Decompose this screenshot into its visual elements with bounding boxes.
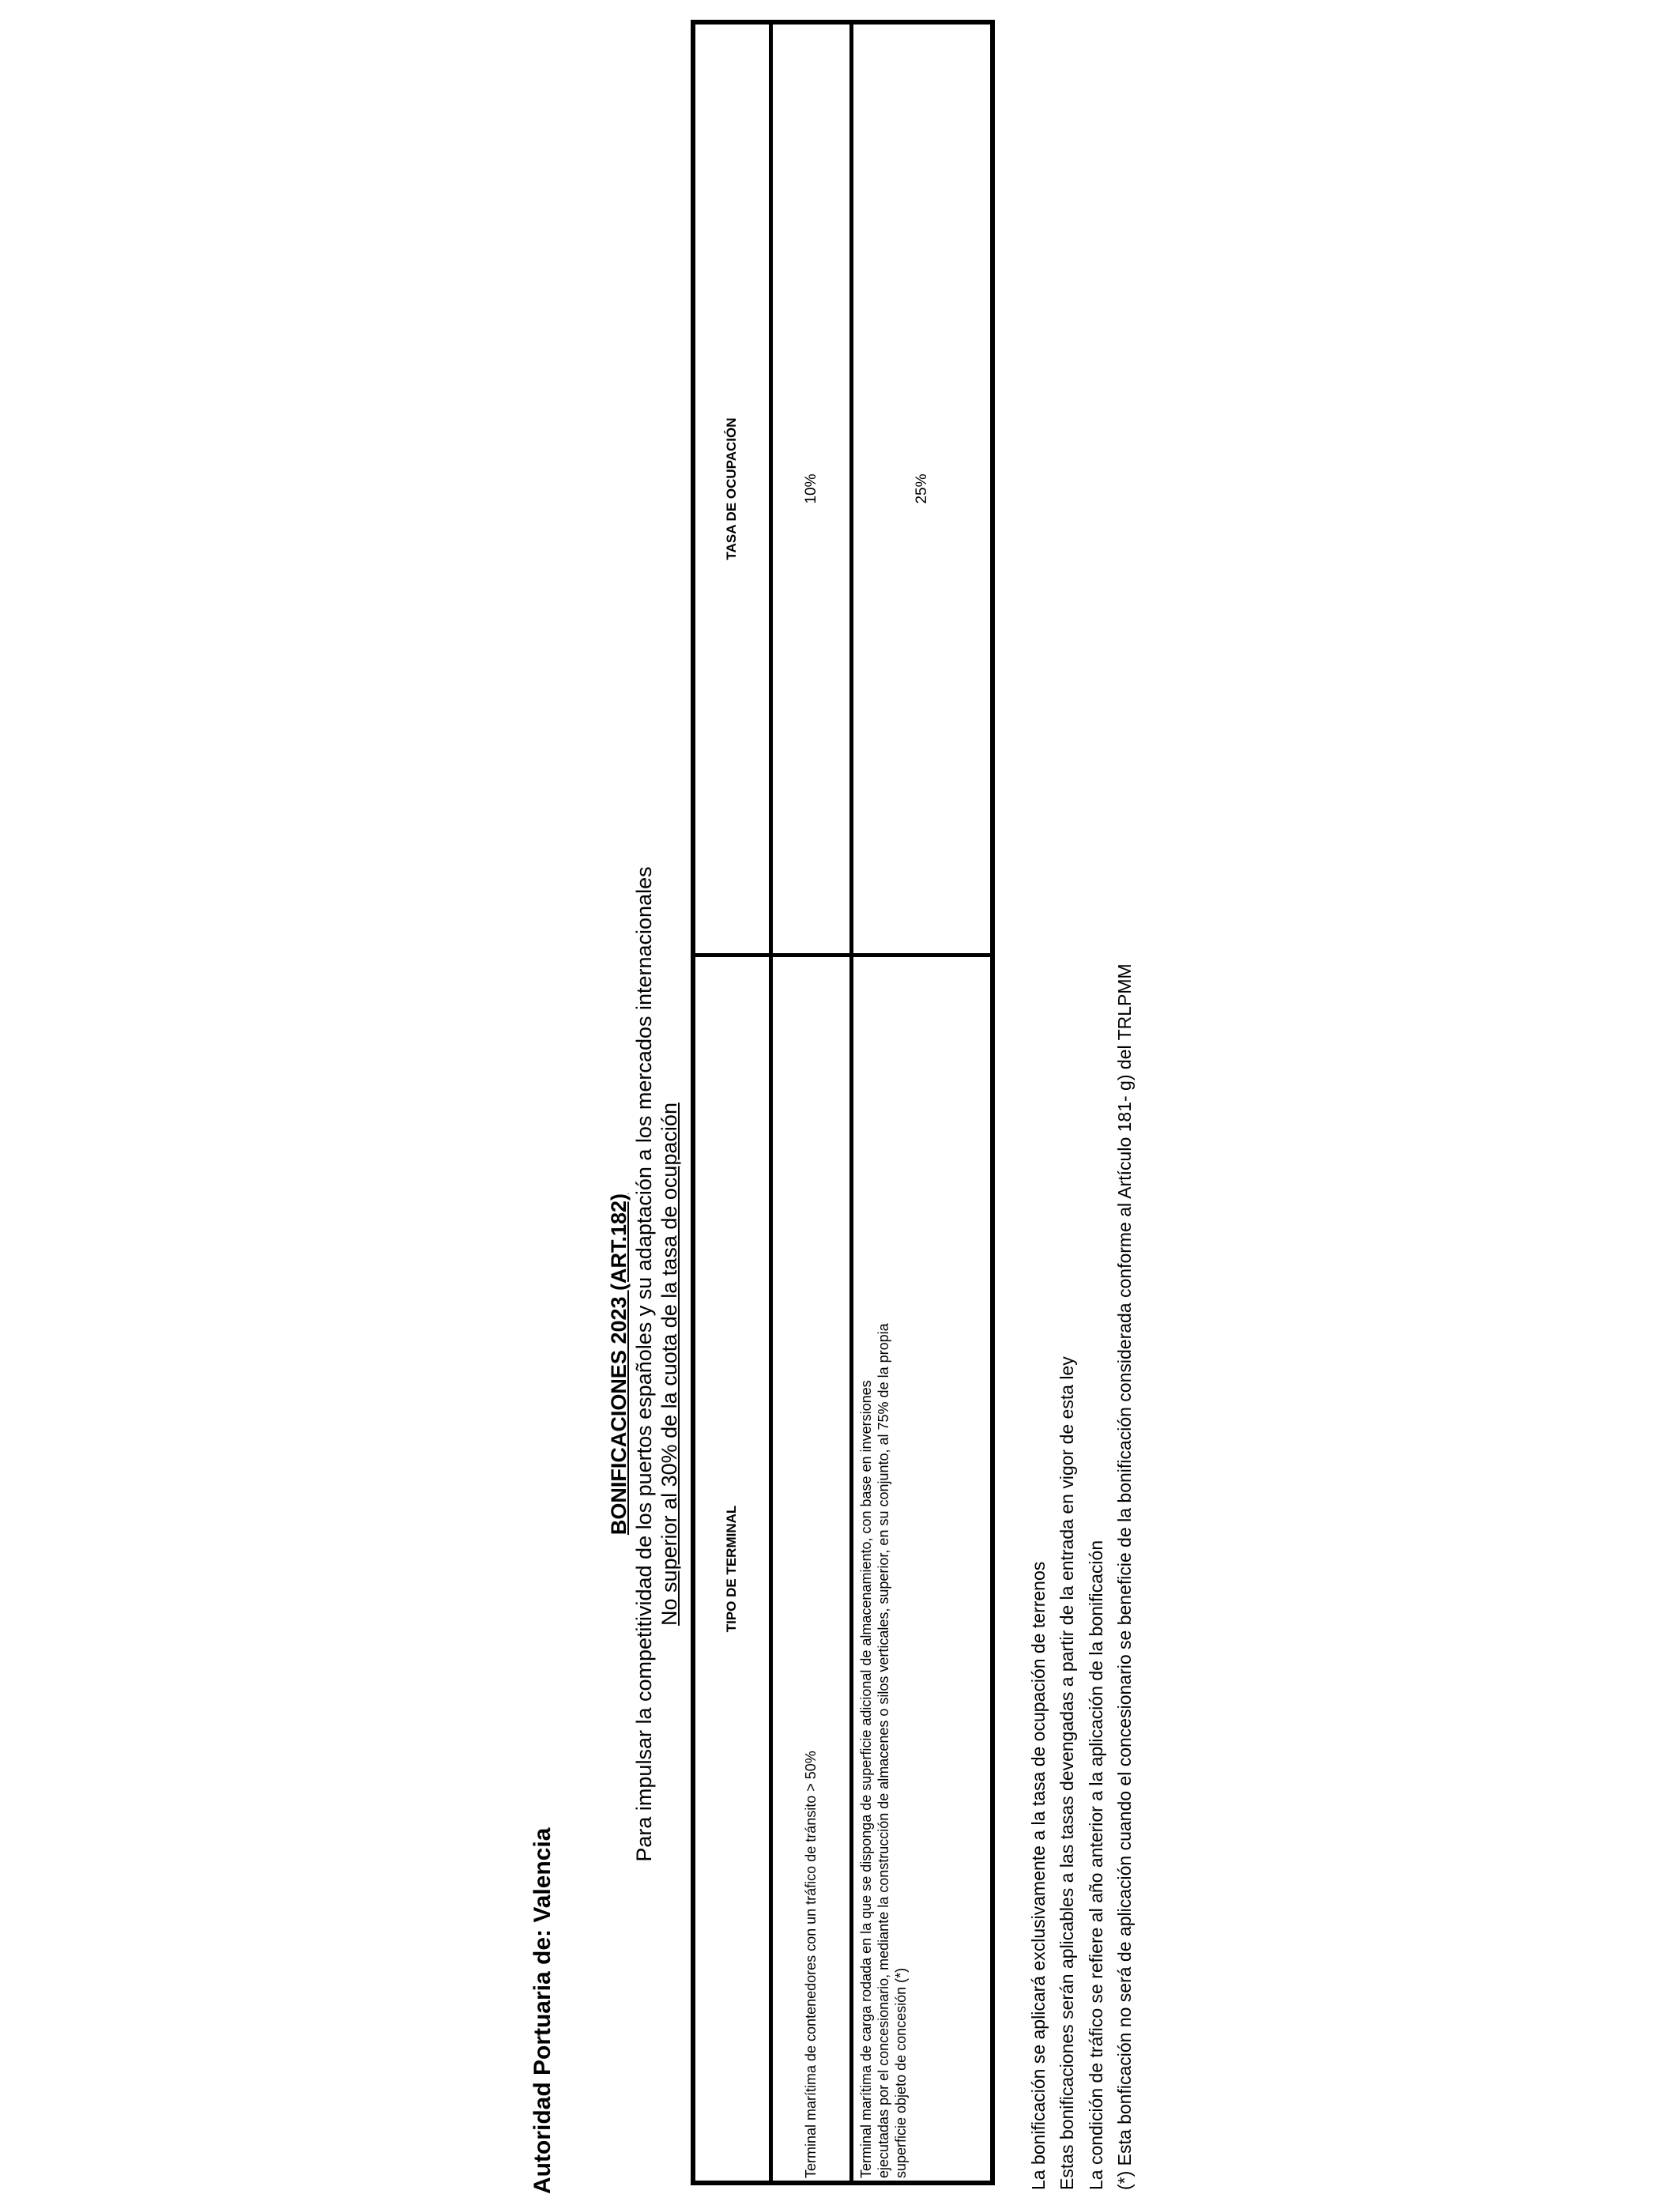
table-row-1-terminal xyxy=(773,957,849,2181)
document-subtitle: Para impulsar la competitividad de los puertos españoles y su adaptación a los mercados internacionales xyxy=(631,866,656,1862)
note-item: Estas bonificaciones serán aplicables a las tasas devengadas a partir de la entrada en vigor de esta ley xyxy=(1057,1356,1078,2190)
terminal-text-line: Terminal marítima de carga rodada en la que se disponga de superficie adicional de almacenamiento, con base en inversiones xyxy=(858,1380,874,2178)
terminal-text-line: superficie objeto de concesión (*) xyxy=(892,1967,909,2178)
table-row-2-tasa: 25% xyxy=(913,473,930,504)
column-header-tipo: TIPO DE TERMINAL xyxy=(724,1505,740,1633)
note-item: (*) Esta bonficación no será de aplicación cuando el concesionario se beneficie de la bonificación considerada conforme al Artículo 181- g) del TRLPMM xyxy=(1113,963,1135,2190)
document-title: BONIFICACIONES 2023 (ART.182) xyxy=(607,1193,631,1536)
organization-title: Autoridad Portuaria de: Valencia xyxy=(529,1827,556,2194)
note-item: La condición de tráfico se refiere al año anterior a la aplicación de la bonificación xyxy=(1085,1540,1106,2190)
bonificaciones-table xyxy=(691,20,995,2185)
terminal-text-line: ejecutadas por el concesionario, mediante la construcción de almacenes o silos verticales, superior, en su conjunto, al 75% de la propia xyxy=(875,1323,891,2178)
column-header-tasa: TASA DE OCUPACIÓN xyxy=(724,417,740,560)
heading-block xyxy=(607,850,683,1878)
note-item: La bonificación se aplicará exclusivamente a la tasa de ocupación de terrenos xyxy=(1028,1561,1049,2190)
table-row-2-terminal xyxy=(858,957,990,2178)
table-row-1-tasa: 10% xyxy=(802,473,819,504)
document-subtitle-limit: No superior al 30% de la cuota de la tasa de ocupación xyxy=(657,1103,681,1626)
terminal-text: Terminal marítima de contenedores con un tráfico de tránsito > 50% xyxy=(802,1751,819,2178)
notes-list xyxy=(1024,963,1139,2190)
